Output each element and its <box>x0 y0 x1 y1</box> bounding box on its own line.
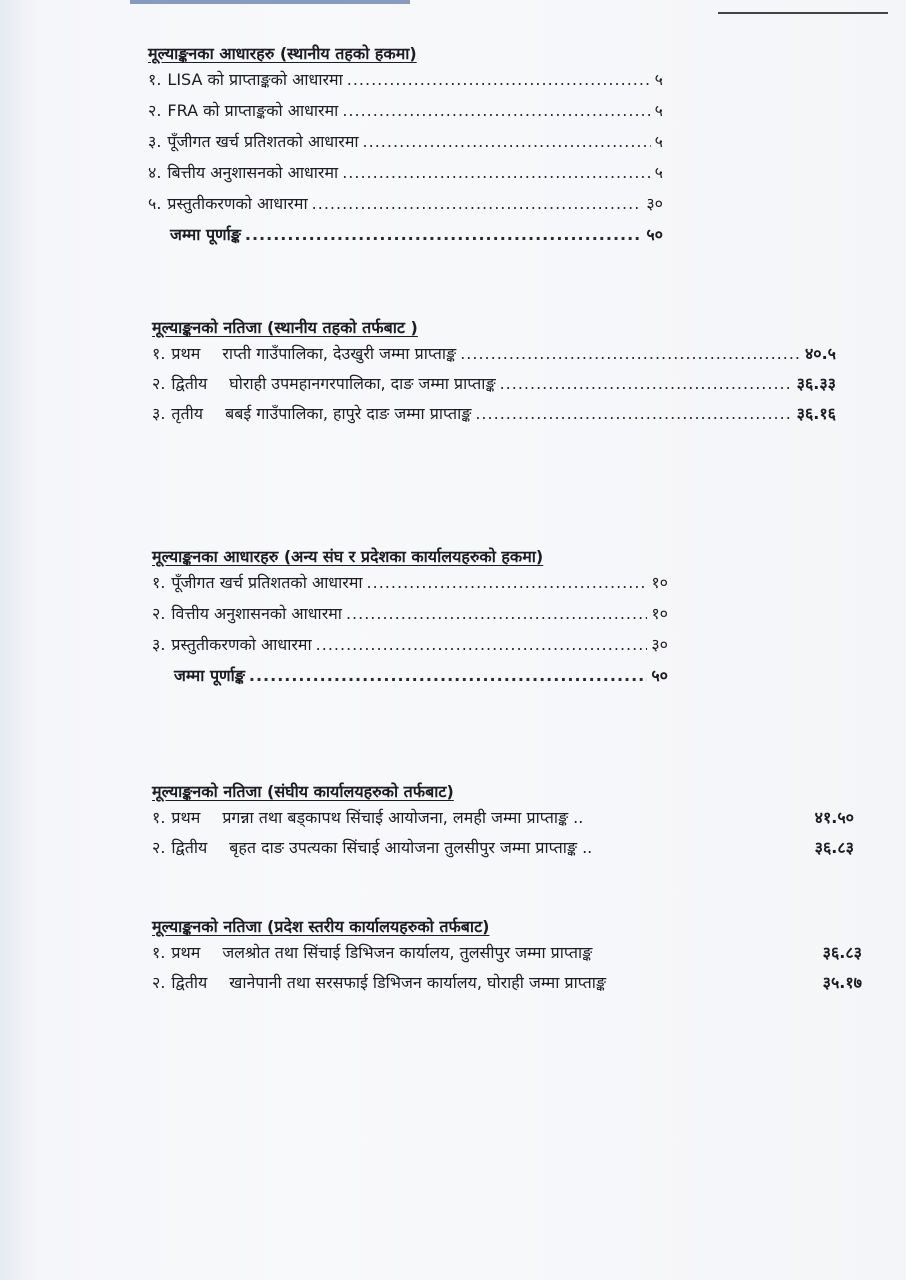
section-heading: मूल्याङ्कनको नतिजा (संघीय कार्यालयहरुको तर्फबाट) <box>152 782 454 801</box>
section-heading: मूल्याङ्कनका आधारहरु (स्थानीय तहको हकमा) <box>148 44 417 63</box>
criteria-row: २. वित्तीय अनुशासनको आधारमा ..... १० <box>152 602 668 633</box>
result-row: २. द्वितीय खानेपानी तथा सरसफाई डिभिजन कार्यालय, घोराही जम्मा प्राप्ताङ्क ३५.१७ <box>152 973 862 992</box>
scan-edge <box>130 0 410 4</box>
criteria-row: २. FRA को प्राप्ताङ्कको आधारमा ..... ५ <box>148 99 663 130</box>
total-row: जम्मा पूर्णाङ्क ..... ५० <box>152 664 668 695</box>
result-row: २. द्वितीय बृहत दाङ उपत्यका सिंचाई आयोजना तुलसीपुर जम्मा प्राप्ताङ्क .. ३६.८३ <box>152 838 854 857</box>
result-row: १. प्रथम राप्ती गाउँपालिका, देउखुरी जम्मा प्राप्ताङ्क ..... ४०.५ <box>152 342 836 372</box>
criteria-row: ५. प्रस्तुतीकरणको आधारमा ..... ३० <box>148 192 663 223</box>
criteria-row: ३. प्रस्तुतीकरणको आधारमा ..... ३० <box>152 633 668 664</box>
criteria-row: ३. पूँजीगत खर्च प्रतिशतको आधारमा ..... ५ <box>148 130 663 161</box>
total-row: जम्मा पूर्णाङ्क ..... ५० <box>148 223 663 254</box>
header-rule <box>718 12 888 14</box>
criteria-other-section <box>152 545 668 695</box>
result-province-section <box>152 915 862 1001</box>
result-row: २. द्वितीय घोराही उपमहानगरपालिका, दाङ जम्मा प्राप्ताङ्क ..... ३६.३३ <box>152 372 836 402</box>
result-row: १. प्रथम जलश्रोत तथा सिंचाई डिभिजन कार्यालय, तुलसीपुर जम्मा प्राप्ताङ्क ३६.८३ <box>152 943 862 962</box>
criteria-row: १. पूँजीगत खर्च प्रतिशतको आधारमा ..... १० <box>152 571 668 602</box>
section-heading: मूल्याङ्कनको नतिजा (प्रदेश स्तरीय कार्यालयहरुको तर्फबाट) <box>152 917 490 936</box>
result-row: १. प्रथम प्रगन्ना तथा बड्कापथ सिंचाई आयोजना, लमही जम्मा प्राप्ताङ्क .. ४१.५० <box>152 808 854 827</box>
result-federal-section <box>152 780 854 866</box>
section-heading: मूल्याङ्कनको नतिजा (स्थानीय तहको तर्फबाट ) <box>152 318 418 337</box>
result-local-section <box>152 316 836 432</box>
criteria-row: १. LISA को प्राप्ताङ्कको आधारमा ..... ५ <box>148 68 663 99</box>
result-row: ३. तृतीय बबई गाउँपालिका, हापुरे दाङ जम्मा प्राप्ताङ्क ..... ३६.१६ <box>152 402 836 432</box>
criteria-local-section <box>148 42 663 254</box>
criteria-row: ४. बित्तीय अनुशासनको आधारमा ..... ५ <box>148 161 663 192</box>
section-heading: मूल्याङ्कनका आधारहरु (अन्य संघ र प्रदेशका कार्यालयहरुको हकमा) <box>152 547 544 566</box>
